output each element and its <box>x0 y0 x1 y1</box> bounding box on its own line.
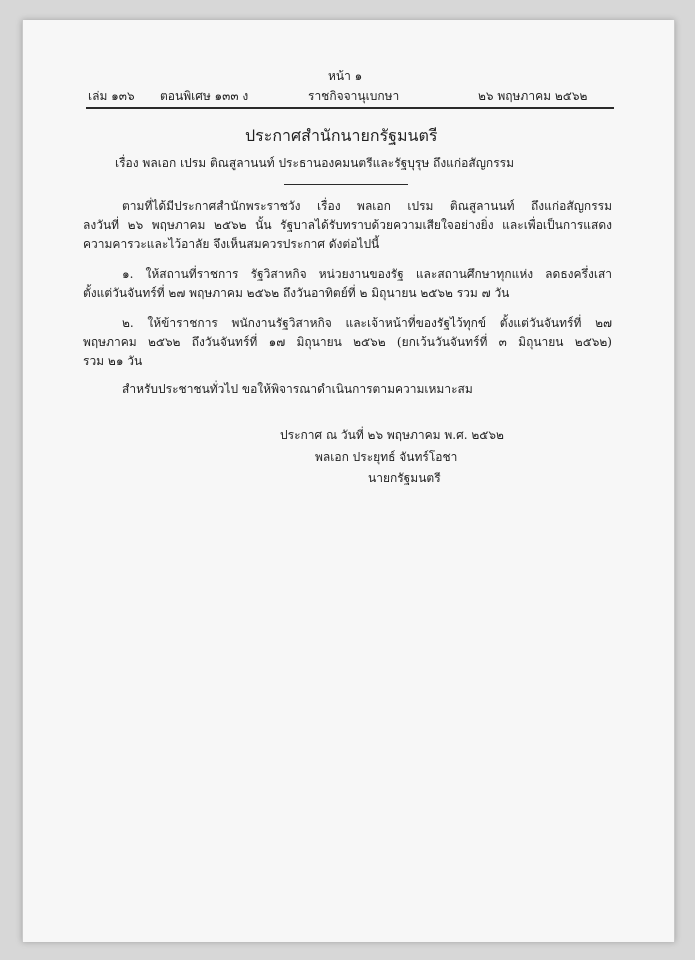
issue-date: ประกาศ ณ วันที่ ๒๖ พฤษภาคม พ.ศ. ๒๕๖๒ <box>280 428 504 442</box>
page-number: หน้า ๑ <box>328 69 363 83</box>
gazette-section: ตอนพิเศษ ๑๓๓ ง <box>160 89 249 103</box>
signatory-name: พลเอก ประยุทธ์ จันทร์โอชา <box>315 450 458 464</box>
gazette-publication: ราชกิจจานุเบกษา <box>308 89 400 103</box>
intro-line-2: ลงวันที่ ๒๖ พฤษภาคม ๒๕๖๒ นั้น รัฐบาลได้รับทราบด้วยความเสียใจอย่างยิ่ง และเพื่อเป็นการแสดง <box>83 218 612 232</box>
item-2-line-1: ๒. ให้ข้าราชการ พนักงานรัฐวิสาหกิจ และเจ้าหน้าที่ของรัฐไว้ทุกข์ ตั้งแต่วันจันทร์ที่ ๒๗ <box>122 316 612 330</box>
announcement-title: ประกาศสำนักนายกรัฐมนตรี <box>245 126 438 145</box>
item-2-line-3: รวม ๒๑ วัน <box>83 354 143 368</box>
gazette-date: ๒๖ พฤษภาคม ๒๕๖๒ <box>478 89 588 103</box>
header-rule <box>86 107 614 109</box>
item-2-line-2: พฤษภาคม ๒๕๖๒ ถึงวันจันทร์ที่ ๑๗ มิถุนายน ๒๕๖๒ (ยกเว้นวันจันทร์ที่ ๓ มิถุนายน ๒๕๖๒) <box>83 335 612 349</box>
document-page <box>22 20 675 942</box>
gazette-volume: เล่ม ๑๓๖ <box>88 89 135 103</box>
announcement-subject: เรื่อง พลเอก เปรม ติณสูลานนท์ ประธานองคมนตรีและรัฐบุรุษ ถึงแก่อสัญกรรม <box>115 156 514 170</box>
signatory-position: นายกรัฐมนตรี <box>368 471 441 485</box>
title-underline <box>284 184 408 185</box>
item-1-line-2: ตั้งแต่วันจันทร์ที่ ๒๗ พฤษภาคม ๒๕๖๒ ถึงวันอาทิตย์ที่ ๒ มิถุนายน ๒๕๖๒ รวม ๗ วัน <box>83 286 510 300</box>
intro-line-1: ตามที่ได้มีประกาศสำนักพระราชวัง เรื่อง พลเอก เปรม ติณสูลานนท์ ถึงแก่อสัญกรรม <box>122 199 612 213</box>
public-guidance: สำหรับประชาชนทั่วไป ขอให้พิจารณาดำเนินการตามความเหมาะสม <box>122 382 473 396</box>
item-1-line-1: ๑. ให้สถานที่ราชการ รัฐวิสาหกิจ หน่วยงานของรัฐ และสถานศึกษาทุกแห่ง ลดธงครึ่งเสา <box>122 267 612 281</box>
intro-line-3: ความคารวะและไว้อาลัย จึงเห็นสมควรประกาศ ดังต่อไปนี้ <box>83 237 380 251</box>
